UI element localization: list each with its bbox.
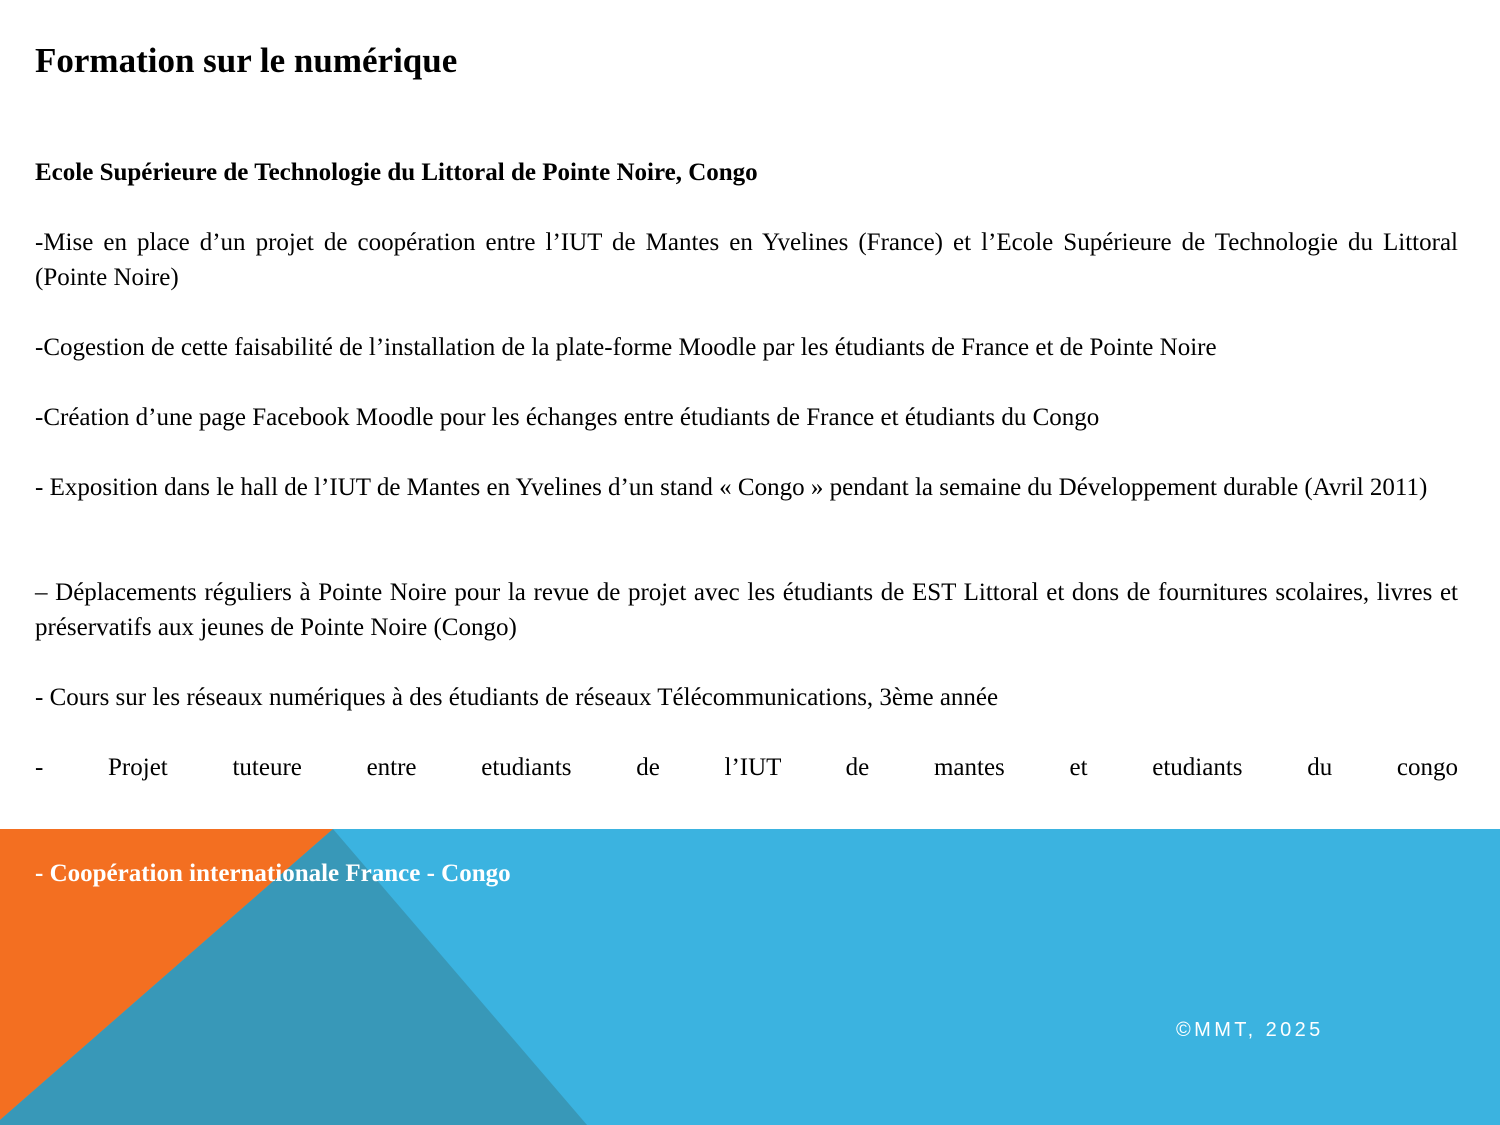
paragraph-network-courses: - Cours sur les réseaux numériques à des étudiants de réseaux Télécommunications, 3ème année (35, 684, 999, 711)
institution-subtitle: Ecole Supérieure de Technologie du Littoral de Pointe Noire, Congo (35, 159, 758, 186)
paragraph-exhibition: - Exposition dans le hall de l’IUT de Mantes en Yvelines d’un stand « Congo » pendant la semaine du Développement durable (Avril 2011) (35, 474, 1428, 501)
paragraph-cooperation-project: -Mise en place d’un projet de coopération entre l’IUT de Mantes en Yvelines (France) et l’Ecole Supérieure de Technologie du Littoral (Pointe Noire) (35, 229, 1458, 291)
paragraph-travel-donations: – Déplacements réguliers à Pointe Noire pour la revue de projet avec les étudiants de EST Littoral et dons de fournitures scolaires, livres et préservatifs aux jeunes de Pointe Noire (Congo) (35, 579, 1458, 641)
footer-heading: - Coopération internationale France - Congo (35, 860, 511, 887)
paragraph-moodle-cogestion: -Cogestion de cette faisabilité de l’installation de la plate-forme Moodle par les étudiants de France et de Pointe Noire (35, 334, 1217, 361)
paragraph-facebook-page: -Création d’une page Facebook Moodle pour les échanges entre étudiants de France et étudiants du Congo (35, 404, 1100, 431)
slide-title: Formation sur le numérique (35, 41, 458, 80)
paragraph-tutored-project: - Projet tuteure entre etudiants de l’IUT de mantes et etudiants du congo (35, 754, 1458, 781)
copyright-notice: ©MMT, 2025 (1176, 1019, 1324, 1041)
